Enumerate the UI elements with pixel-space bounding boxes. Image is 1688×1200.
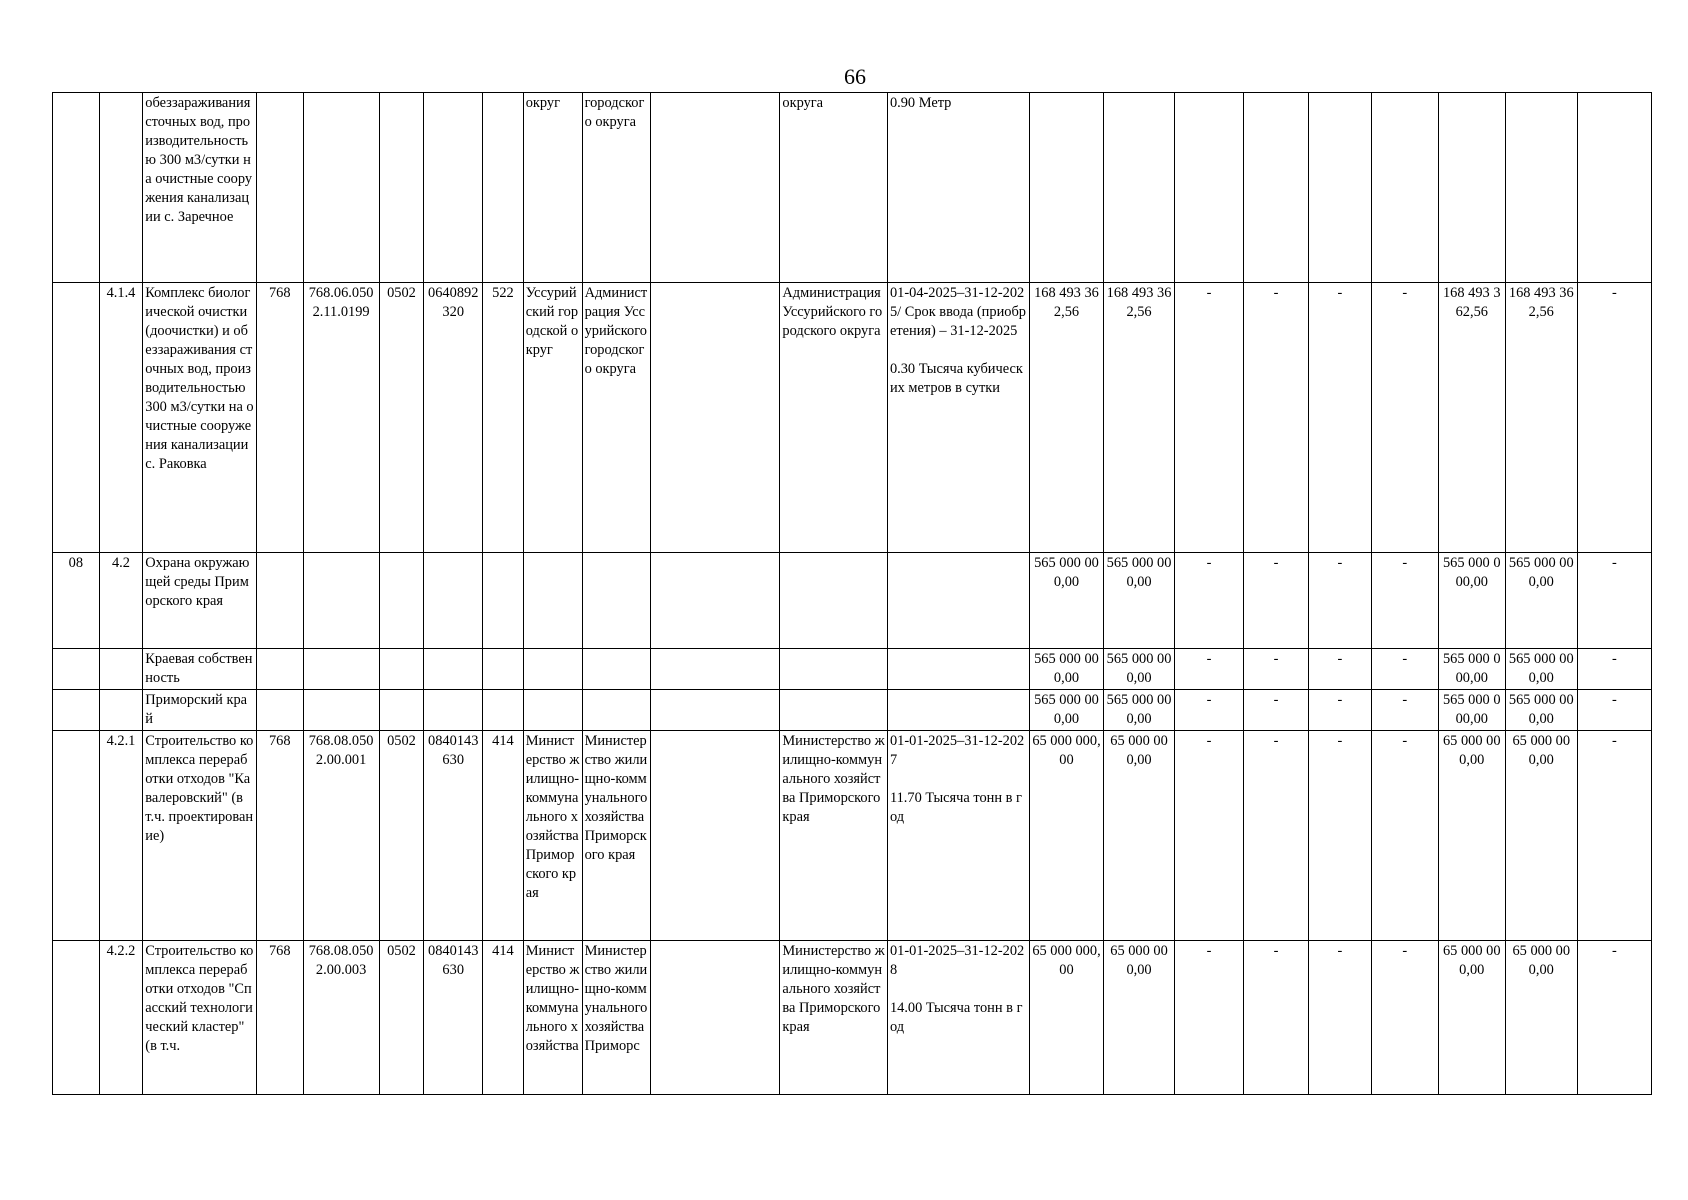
empty-cell: [650, 283, 780, 553]
name-cell: Краевая собственность: [143, 649, 257, 690]
object-code-cell: 768.08.0502.00.003: [303, 941, 379, 1095]
empty-cell: [650, 93, 780, 283]
name-cell: Строительство комплекса переработки отходов "Спасский технологический кластер" (в т.ч.: [143, 941, 257, 1095]
object-code-cell: [303, 93, 379, 283]
table-row: [53, 283, 1652, 553]
code-cell: [53, 690, 100, 731]
local-year-cell: [1371, 93, 1438, 283]
number-cell: [99, 93, 143, 283]
number-cell: 4.1.4: [99, 283, 143, 553]
target-article-cell: [424, 553, 483, 649]
recipient-cell: Министерство жилищно-коммунального хозяйства Приморского края: [780, 731, 888, 941]
local-year-cell: -: [1371, 553, 1438, 649]
expense-type-cell: 522: [483, 283, 524, 553]
regional-year-cell: 168 493 362,56: [1505, 283, 1577, 553]
target-article-cell: [424, 93, 483, 283]
empty-cell: [650, 941, 780, 1095]
budget-table: [52, 92, 1652, 1095]
expense-type-cell: 414: [483, 731, 524, 941]
federal-budget-cell: [1175, 93, 1244, 283]
target-article-cell: 0640892320: [424, 283, 483, 553]
grbs-cell: [256, 553, 303, 649]
section-cell: [379, 93, 424, 283]
local-budget-cell: [1308, 93, 1371, 283]
empty-cell: [650, 731, 780, 941]
expense-type-cell: 414: [483, 941, 524, 1095]
year-amount-cell: 565 000 000,00: [1104, 649, 1175, 690]
regional-amount-cell: 565 000 000,00: [1438, 649, 1505, 690]
period-capacity-cell: 01-04-2025–31-12-2025/ Срок ввода (приобретения) – 31-12-2025 0.30 Тысяча кубических метров в сутки: [887, 283, 1029, 553]
federal-budget-cell: -: [1175, 553, 1244, 649]
grbs-cell: [256, 93, 303, 283]
table-row: [53, 93, 1652, 283]
total-amount-cell: 65 000 000,00: [1029, 731, 1103, 941]
number-cell: [99, 649, 143, 690]
target-article-cell: 0840143630: [424, 731, 483, 941]
object-code-cell: [303, 553, 379, 649]
other-sources-cell: [1577, 93, 1651, 283]
regional-amount-cell: 65 000 000,00: [1438, 941, 1505, 1095]
federal-year-cell: [1244, 93, 1309, 283]
code-cell: 08: [53, 553, 100, 649]
number-cell: [99, 690, 143, 731]
local-budget-cell: -: [1308, 553, 1371, 649]
regional-year-cell: 565 000 000,00: [1505, 649, 1577, 690]
period-capacity-cell: [887, 690, 1029, 731]
other-sources-cell: -: [1577, 941, 1651, 1095]
regional-amount-cell: 565 000 000,00: [1438, 690, 1505, 731]
other-sources-cell: -: [1577, 690, 1651, 731]
empty-cell: [650, 690, 780, 731]
municipality-cell: [523, 690, 582, 731]
table-row: [53, 690, 1652, 731]
recipient-cell: [780, 690, 888, 731]
regional-year-cell: 65 000 000,00: [1505, 941, 1577, 1095]
federal-budget-cell: -: [1175, 941, 1244, 1095]
federal-year-cell: -: [1244, 690, 1309, 731]
municipality-cell: округ: [523, 93, 582, 283]
section-cell: 0502: [379, 941, 424, 1095]
object-code-cell: [303, 690, 379, 731]
total-amount-cell: [1029, 93, 1103, 283]
name-cell: обеззараживания сточных вод, производительностью 300 м3/сутки на очистные сооружения канализации с. Заречное: [143, 93, 257, 283]
regional-amount-cell: [1438, 93, 1505, 283]
name-cell: Комплекс биологической очистки (доочистки) и обеззараживания сточных вод, производительностью 300 м3/сутки на очистные сооружения канализации с. Раковка: [143, 283, 257, 553]
municipality-cell: Министерство жилищно-коммунального хозяйства Приморского края: [523, 731, 582, 941]
expense-type-cell: [483, 553, 524, 649]
customer-cell: Министерство жилищно-коммунального хозяйства Приморского края: [582, 731, 650, 941]
name-cell: Приморский край: [143, 690, 257, 731]
recipient-cell: Администрация Уссурийского городского округа: [780, 283, 888, 553]
target-article-cell: [424, 649, 483, 690]
regional-amount-cell: 565 000 000,00: [1438, 553, 1505, 649]
target-article-cell: 0840143630: [424, 941, 483, 1095]
regional-year-cell: 65 000 000,00: [1505, 731, 1577, 941]
recipient-cell: округа: [780, 93, 888, 283]
federal-year-cell: -: [1244, 553, 1309, 649]
local-budget-cell: -: [1308, 941, 1371, 1095]
period-capacity-cell: [887, 649, 1029, 690]
name-cell: Строительство комплекса переработки отходов "Кавалеровский" (в т.ч. проектирование): [143, 731, 257, 941]
local-year-cell: -: [1371, 690, 1438, 731]
expense-type-cell: [483, 690, 524, 731]
municipality-cell: [523, 649, 582, 690]
code-cell: [53, 283, 100, 553]
recipient-cell: [780, 649, 888, 690]
local-year-cell: -: [1371, 731, 1438, 941]
name-cell: Охрана окружающей среды Приморского края: [143, 553, 257, 649]
table-row: [53, 649, 1652, 690]
regional-year-cell: [1505, 93, 1577, 283]
number-cell: 4.2.1: [99, 731, 143, 941]
federal-budget-cell: -: [1175, 690, 1244, 731]
regional-year-cell: 565 000 000,00: [1505, 690, 1577, 731]
regional-year-cell: 565 000 000,00: [1505, 553, 1577, 649]
local-year-cell: -: [1371, 941, 1438, 1095]
local-budget-cell: -: [1308, 731, 1371, 941]
period-capacity-cell: [887, 553, 1029, 649]
total-amount-cell: 565 000 000,00: [1029, 553, 1103, 649]
empty-cell: [650, 553, 780, 649]
federal-year-cell: -: [1244, 649, 1309, 690]
other-sources-cell: -: [1577, 649, 1651, 690]
total-amount-cell: 565 000 000,00: [1029, 649, 1103, 690]
federal-budget-cell: -: [1175, 283, 1244, 553]
code-cell: [53, 649, 100, 690]
local-budget-cell: -: [1308, 283, 1371, 553]
period-capacity-cell: 01-01-2025–31-12-2027 11.70 Тысяча тонн в год: [887, 731, 1029, 941]
grbs-cell: 768: [256, 283, 303, 553]
object-code-cell: [303, 649, 379, 690]
code-cell: [53, 731, 100, 941]
recipient-cell: [780, 553, 888, 649]
section-cell: [379, 690, 424, 731]
other-sources-cell: -: [1577, 553, 1651, 649]
year-amount-cell: 65 000 000,00: [1104, 731, 1175, 941]
period-capacity-cell: 0.90 Метр: [887, 93, 1029, 283]
empty-cell: [650, 649, 780, 690]
total-amount-cell: 565 000 000,00: [1029, 690, 1103, 731]
federal-year-cell: -: [1244, 941, 1309, 1095]
municipality-cell: [523, 553, 582, 649]
object-code-cell: 768.08.0502.00.001: [303, 731, 379, 941]
year-amount-cell: 65 000 000,00: [1104, 941, 1175, 1095]
section-cell: [379, 553, 424, 649]
customer-cell: городского округа: [582, 93, 650, 283]
other-sources-cell: -: [1577, 731, 1651, 941]
total-amount-cell: 168 493 362,56: [1029, 283, 1103, 553]
expense-type-cell: [483, 649, 524, 690]
regional-amount-cell: 168 493 362,56: [1438, 283, 1505, 553]
customer-cell: [582, 690, 650, 731]
local-budget-cell: -: [1308, 690, 1371, 731]
grbs-cell: 768: [256, 941, 303, 1095]
year-amount-cell: [1104, 93, 1175, 283]
table-row: [53, 553, 1652, 649]
municipality-cell: Министерство жилищно-коммунального хозяйства: [523, 941, 582, 1095]
grbs-cell: [256, 690, 303, 731]
target-article-cell: [424, 690, 483, 731]
regional-amount-cell: 65 000 000,00: [1438, 731, 1505, 941]
code-cell: [53, 93, 100, 283]
table-row: [53, 941, 1652, 1095]
expense-type-cell: [483, 93, 524, 283]
municipality-cell: Уссурийский городской округ: [523, 283, 582, 553]
number-cell: 4.2.2: [99, 941, 143, 1095]
customer-cell: Администрация Уссурийского городского округа: [582, 283, 650, 553]
section-cell: 0502: [379, 731, 424, 941]
federal-year-cell: -: [1244, 731, 1309, 941]
customer-cell: [582, 553, 650, 649]
code-cell: [53, 941, 100, 1095]
federal-year-cell: -: [1244, 283, 1309, 553]
federal-budget-cell: -: [1175, 649, 1244, 690]
customer-cell: [582, 649, 650, 690]
grbs-cell: 768: [256, 731, 303, 941]
year-amount-cell: 168 493 362,56: [1104, 283, 1175, 553]
recipient-cell: Министерство жилищно-коммунального хозяйства Приморского края: [780, 941, 888, 1095]
table-row: [53, 731, 1652, 941]
section-cell: [379, 649, 424, 690]
local-year-cell: -: [1371, 283, 1438, 553]
local-budget-cell: -: [1308, 649, 1371, 690]
period-capacity-cell: 01-01-2025–31-12-2028 14.00 Тысяча тонн в год: [887, 941, 1029, 1095]
object-code-cell: 768.06.0502.11.0199: [303, 283, 379, 553]
customer-cell: Министерство жилищно-коммунального хозяйства Приморс: [582, 941, 650, 1095]
federal-budget-cell: -: [1175, 731, 1244, 941]
section-cell: 0502: [379, 283, 424, 553]
total-amount-cell: 65 000 000,00: [1029, 941, 1103, 1095]
year-amount-cell: 565 000 000,00: [1104, 690, 1175, 731]
page-number: 66: [844, 64, 866, 89]
other-sources-cell: -: [1577, 283, 1651, 553]
number-cell: 4.2: [99, 553, 143, 649]
year-amount-cell: 565 000 000,00: [1104, 553, 1175, 649]
local-year-cell: -: [1371, 649, 1438, 690]
grbs-cell: [256, 649, 303, 690]
